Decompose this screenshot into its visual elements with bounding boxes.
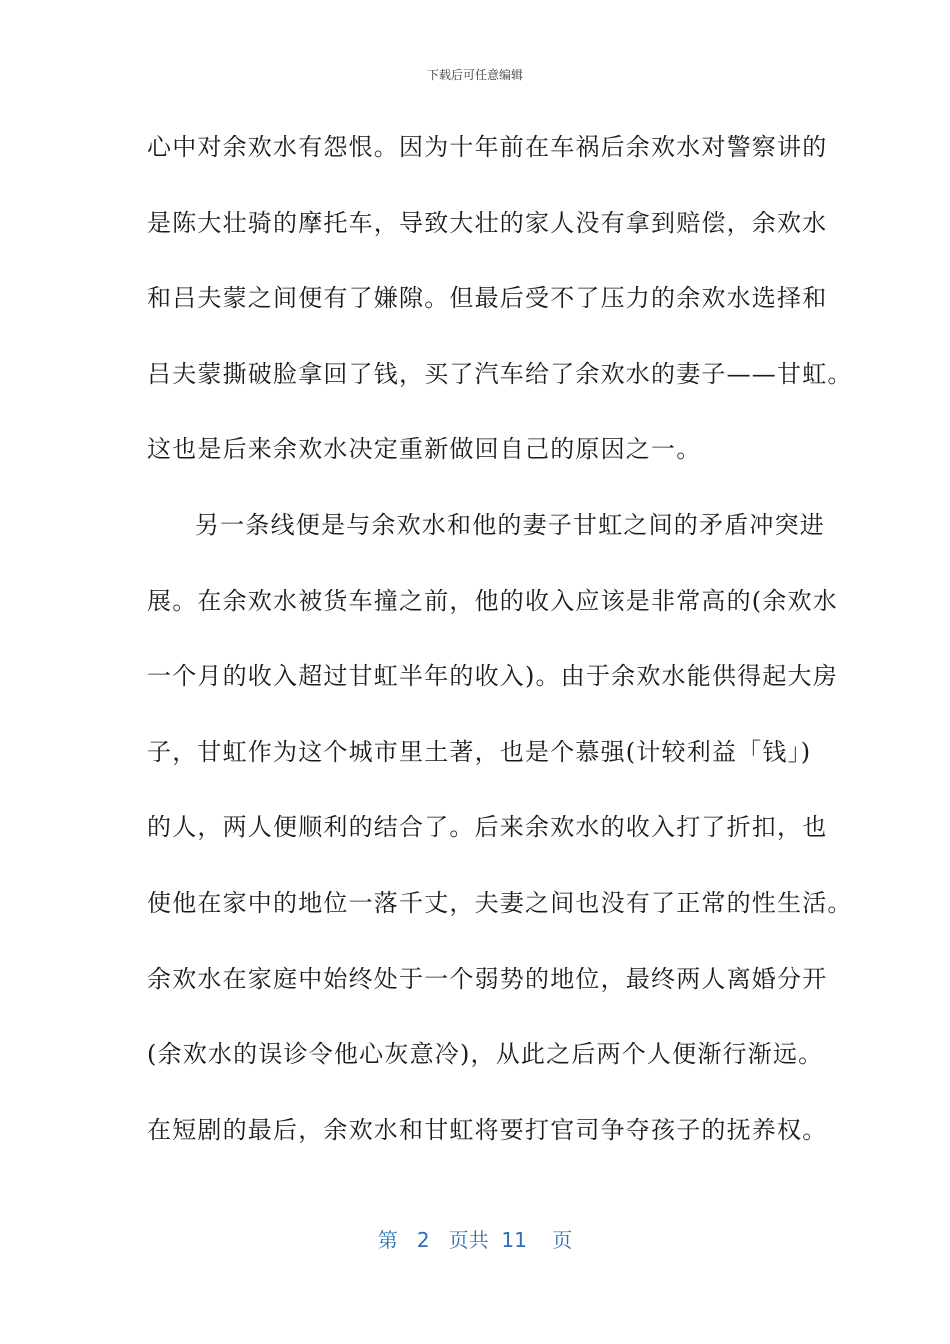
- text-line-paragraph-start: 另一条线便是与余欢水和他的妻子甘虹之间的矛盾冲突进: [195, 510, 825, 539]
- text-line: 子，甘虹作为这个城市里土著，也是个慕强(计较利益「钱」): [147, 737, 812, 766]
- page-prefix: 第: [377, 1228, 398, 1252]
- text-line: 是陈大壮骑的摩托车，导致大壮的家人没有拿到赔偿，余欢水: [147, 208, 828, 237]
- text-line: 和吕夫蒙之间便有了嫌隙。但最后受不了压力的余欢水选择和: [147, 284, 828, 313]
- page-current: 2: [416, 1228, 430, 1252]
- text-line: 心中对余欢水有怨恨。因为十年前在车祸后余欢水对警察讲的: [147, 133, 828, 161]
- text-line: 的人，两人便顺利的结合了。后来余欢水的收入打了折扣，也: [147, 813, 828, 842]
- page-middle: 页共: [448, 1228, 489, 1252]
- page-number-footer: [0, 1224, 950, 1253]
- text-line: 一个月的收入超过甘虹半年的收入)。由于余欢水能供得起大房: [147, 662, 838, 691]
- text-line: 吕夫蒙撕破脸拿回了钱，买了汽车给了余欢水的妻子——甘虹。: [147, 359, 853, 388]
- text-line: 余欢水在家庭中始终处于一个弱势的地位，最终两人离婚分开: [147, 964, 828, 993]
- page-total: 11: [501, 1228, 527, 1252]
- text-line: (余欢水的误诊令他心灰意冷)，从此之后两个人便渐行渐远。: [147, 1040, 824, 1069]
- text-line: 使他在家中的地位一落千丈，夫妻之间也没有了正常的性生活。: [147, 888, 853, 917]
- text-line: 在短剧的最后，余欢水和甘虹将要打官司争夺孩子的抚养权。: [147, 1115, 828, 1144]
- page-suffix: 页: [552, 1228, 573, 1252]
- page-header-note: 下载后可任意编辑: [426, 68, 523, 82]
- body-text: [147, 122, 853, 1180]
- text-line: 展。在余欢水被货车撞之前，他的收入应该是非常高的(余欢水: [147, 586, 838, 615]
- text-line: 这也是后来余欢水决定重新做回自己的原因之一。: [147, 435, 702, 464]
